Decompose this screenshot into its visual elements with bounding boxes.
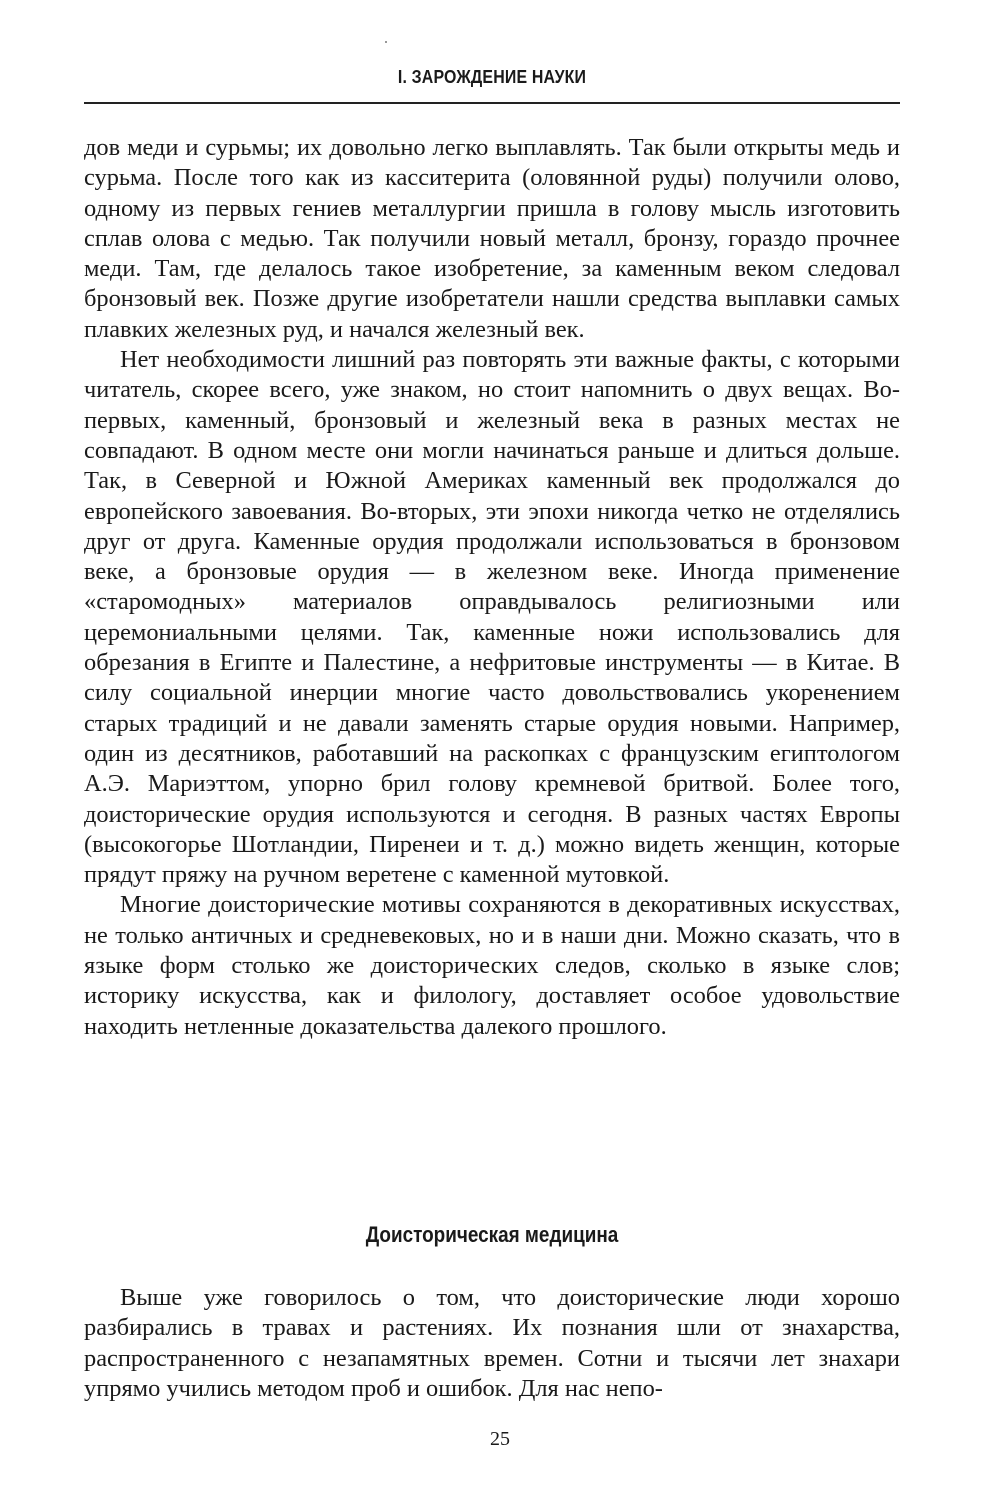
body-text (84, 133, 900, 1042)
paragraph-2: Нет необходимости лишний раз повторять эти важные факты, с которыми читатель, скорее всего, уже знаком, но стоит напомнить о двух вещах. Во-первых, каменный, бронзовый и железный века в разных местах не совпадают. В одном месте они могли начинаться раньше и длиться дольше. Так, в Северной и Южной Америках каменный век продолжался до европейского завоевания. Во-вторых, эти эпохи никогда четко не отделялись друг от друга. Каменные орудия продолжали использоваться в бронзовом веке, а бронзовые орудия — в железном веке. Иногда применение «старомодных» материалов оправдывалось религиозными или церемониальными целями. Так, каменные ножи использовались для обрезания в Египте и Палестине, а нефритовые инструменты — в Китае. В силу социальной инерции многие часто довольствовались укоренением старых традиций и не давали заменять старые орудия новыми. Например, один из десятников, работавший на раскопках с французским египтологом А.Э. Мариэттом, упорно брил голову кремневой бритвой. Более того, доисторические орудия используются и сегодня. В разных частях Европы (высокогорье Шотландии, Пиренеи и т. д.) можно видеть женщин, которые прядут пряжу на ручном веретене с каменной мутовкой. (84, 346, 900, 889)
section-heading: Доисторическая медицина (365, 1222, 619, 1247)
section-text (84, 1283, 900, 1404)
print-speck (385, 41, 387, 43)
running-header: I. ЗАРОЖДЕНИЕ НАУКИ (397, 66, 587, 87)
section-paragraph-1: Выше уже говорилось о том, что доисторические люди хорошо разбирались в травах и растениях. Их познания шли от знахарства, распространенного с незапамятных времен. Сотни и тысячи лет знахари упрямо учились методом проб и ошибок. Для нас непо- (84, 1284, 900, 1402)
paragraph-3: Многие доисторические мотивы сохраняются в декоративных искусствах, не только античных и средневековых, но и в наши дни. Можно сказать, что в языке форм столько же доисторических следов, сколько в языке слов; историку искусства, как и филологу, доставляет особое удовольствие находить нетленные доказательства далекого прошлого. (84, 891, 900, 1040)
paragraph-1: дов меди и сурьмы; их довольно легко выплавлять. Так были открыты медь и сурьма. После того как из касситерита (оловянной руды) получили олово, одному из первых гениев металлургии пришла в голову мысль изготовить сплав олова с медью. Так получили новый металл, бронзу, гораздо прочнее меди. Там, где делалось такое изобретение, за каменным веком следовал бронзовый век. Позже другие изобретатели нашли средства выплавки самых плавких железных руд, и начался железный век. (84, 134, 900, 343)
header-rule (84, 102, 900, 104)
page-number: 25 (490, 1428, 510, 1450)
